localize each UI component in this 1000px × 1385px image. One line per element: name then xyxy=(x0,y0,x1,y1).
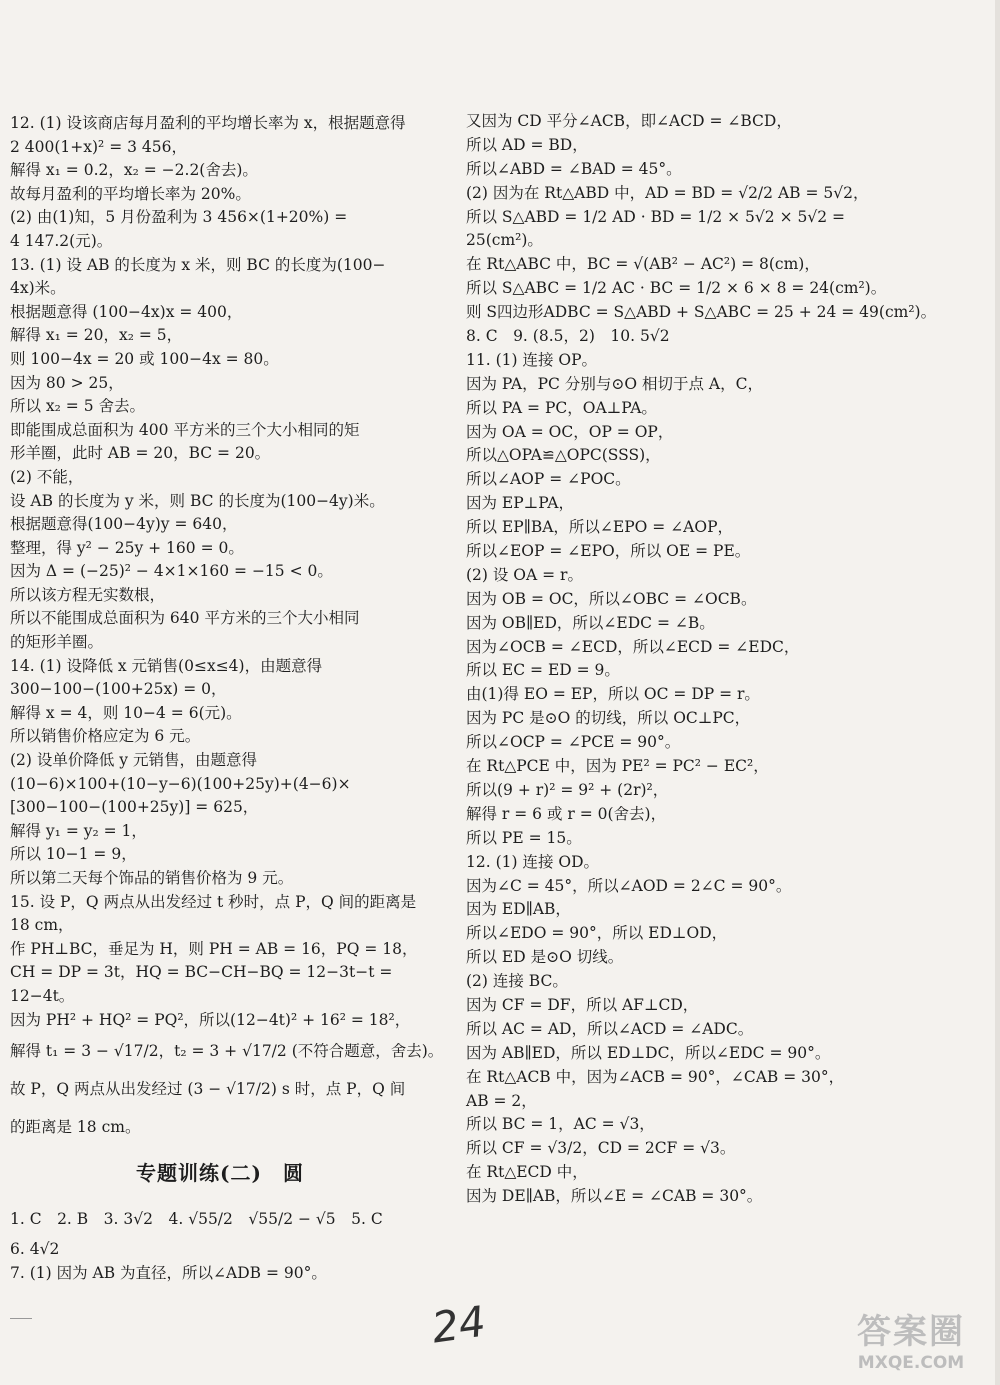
fraction-line: 解得 t₁ = 3 − √17/2，t₂ = 3 + √17/2 (不符合题意，舍去)。 xyxy=(10,1042,444,1061)
text-line: 因为∠OCB = ∠ECD，所以∠ECD = ∠EDC， xyxy=(466,637,800,656)
text-line: 在 Rt△ABC 中，BC = √(AB² − AC²) = 8(cm)， xyxy=(466,255,820,274)
text-line: 所以 EC = ED = 9。 xyxy=(466,661,620,680)
watermark-logo: 答案圈 xyxy=(857,1312,965,1352)
text-line: AB = 2， xyxy=(466,1091,537,1110)
margin-mark xyxy=(10,1318,32,1319)
text-line: 解得 r = 6 或 r = 0(舍去)， xyxy=(466,804,667,823)
text-line: 整理，得 y² − 25y + 160 = 0。 xyxy=(10,538,244,557)
text-line: 作 PH⊥BC，垂足为 H，则 PH = AB = 16，PQ = 18， xyxy=(10,939,418,958)
text-line: 的矩形羊圈。 xyxy=(10,633,104,652)
text-line: 所以∠AOP = ∠POC。 xyxy=(466,470,631,489)
text-line: 则 100−4x = 20 或 100−4x = 80。 xyxy=(10,349,279,368)
text-line: 所以 BC = 1，AC = √3， xyxy=(466,1115,655,1134)
text-line: 所以(9 + r)² = 9² + (2r)²， xyxy=(466,780,669,799)
text-line: 所以 PA = PC，OA⊥PA。 xyxy=(466,398,657,417)
text-line: 因为 PA，PC 分别与⊙O 相切于点 A，C， xyxy=(466,374,763,393)
text-line: 所以销售价格应定为 6 元。 xyxy=(10,727,201,746)
text-line: (2) 设 OA = r。 xyxy=(466,565,583,584)
fraction-line: 所以 S△ABD = 1/2 AD · BD = 1/2 × 5√2 × 5√2 = xyxy=(466,207,845,226)
right-column xyxy=(466,110,937,1209)
fraction-line: 所以 S△ABC = 1/2 AC · BC = 1/2 × 6 × 8 = 24(cm²)。 xyxy=(466,279,887,298)
text-line: CH = DP = 3t，HQ = BC−CH−BQ = 12−3t−t = xyxy=(10,963,393,982)
watermark-site: MXQE.COM xyxy=(857,1353,965,1373)
text-line: 所以第二天每个饰品的销售价格为 9 元。 xyxy=(10,869,294,887)
text-line: 在 Rt△ECD 中， xyxy=(466,1163,588,1182)
fraction-line: (2) 因为在 Rt△ABD 中，AD = BD = √2/2 AB = 5√2， xyxy=(466,183,869,202)
text-line: 所以 ED 是⊙O 切线。 xyxy=(466,948,624,967)
text-line: 因为 CF = DF，所以 AF⊥CD， xyxy=(466,995,699,1014)
text-line: 12. (1) 连接 OD。 xyxy=(466,852,600,871)
text-line: (2) 由(1)知，5 月份盈利为 3 456×(1+20%) = xyxy=(10,208,348,227)
text-line: 18 cm， xyxy=(10,916,74,935)
text-line: 因为 DE∥AB，所以∠E = ∠CAB = 30°。 xyxy=(466,1187,763,1206)
text-line: 4x)米。 xyxy=(10,279,66,298)
text-line: (2) 设单价降低 y 元销售，由题意得 xyxy=(10,751,257,770)
text-line: 因为 OA = OC，OP = OP， xyxy=(466,422,674,441)
text-line: 因为 PC 是⊙O 的切线，所以 OC⊥PC， xyxy=(466,709,751,728)
section-answers xyxy=(10,1200,430,1285)
text-line: 15. 设 P，Q 两点从出发经过 t 秒时，点 P，Q 间的距离是 xyxy=(10,892,417,911)
text-line: 因为 OB = OC，所以∠OBC = ∠OCB。 xyxy=(466,589,757,608)
text-line: 所以 AD = BD， xyxy=(466,135,588,154)
fraction-line: 所以 CF = √3/2，CD = 2CF = √3。 xyxy=(466,1139,736,1158)
text-line: 14. (1) 设降低 x 元销售(0≤x≤4)，由题意得 xyxy=(10,656,323,675)
text-line: 所以 10−1 = 9， xyxy=(10,845,137,864)
text-line: 故每月盈利的平均增长率为 20%。 xyxy=(10,184,251,203)
text-line: 所以 AC = AD，所以∠ACD = ∠ADC。 xyxy=(466,1019,754,1038)
text-line: 因为 80 > 25， xyxy=(10,373,124,392)
text-line: 所以∠EDO = 90°，所以 ED⊥OD， xyxy=(466,924,728,943)
text-line: 12. (1) 设该商店每月盈利的平均增长率为 x，根据题意得 xyxy=(10,114,406,132)
text-line: 12−4t。 xyxy=(10,986,75,1005)
text-line: 25(cm²)。 xyxy=(466,231,543,250)
text-line: 的距离是 18 cm。 xyxy=(10,1118,141,1137)
left-answer-block xyxy=(10,112,444,1146)
text-line: 所以∠ABD = ∠BAD = 45°。 xyxy=(466,159,682,178)
text-line: (10−6)×100+(10−y−6)(100+25y)+(4−6)× xyxy=(10,774,351,793)
text-line: 解得 y₁ = y₂ = 1， xyxy=(10,821,147,840)
text-line: 因为 Δ = (−25)² − 4×1×160 = −15 < 0。 xyxy=(10,562,333,581)
page-edge-shadow xyxy=(995,0,1000,1385)
text-line: 即能围成总面积为 400 平方米的三个大小相同的矩 xyxy=(10,420,360,439)
text-line: 解得 x₁ = 20，x₂ = 5， xyxy=(10,326,183,345)
text-line: (2) 连接 BC。 xyxy=(466,972,568,991)
text-line: 所以 PE = 15。 xyxy=(466,828,582,847)
text-line: 形羊圈，此时 AB = 20，BC = 20。 xyxy=(10,444,271,463)
text-line: 所以∠OCP = ∠PCE = 90°。 xyxy=(466,733,681,752)
text-line: 由(1)得 EO = EP，所以 OC = DP = r。 xyxy=(466,685,760,704)
text-line: 根据题意得(100−4y)y = 640， xyxy=(10,515,238,534)
answer-line: 7. (1) 因为 AB 为直径，所以∠ADB = 90°。 xyxy=(10,1263,327,1282)
answer-line: 1. C 2. B 3. 3√2 4. √55/2 √55/2 − √5 5. C xyxy=(10,1210,383,1229)
watermark xyxy=(836,1304,986,1373)
section-title: 专题训练(二) 圆 xyxy=(136,1161,304,1186)
text-line: 解得 x = 4，则 10−4 = 6(元)。 xyxy=(10,703,242,722)
text-line: 又因为 CD 平分∠ACB，即∠ACD = ∠BCD， xyxy=(466,112,792,130)
text-line: 13. (1) 设 AB 的长度为 x 米，则 BC 的长度为(100− xyxy=(10,255,386,274)
text-line: 则 S四边形ADBC = S△ABD + S△ABC = 25 + 24 = 49(cm²)。 xyxy=(466,303,937,322)
text-line: 在 Rt△ACB 中，因为∠ACB = 90°，∠CAB = 30°， xyxy=(466,1067,845,1086)
text-line: 因为 PH² + HQ² = PQ²，所以(12−4t)² + 16² = 18²， xyxy=(10,1010,411,1029)
text-line: 所以不能围成总面积为 640 平方米的三个大小相同 xyxy=(10,609,360,628)
answer-line: 8. C 9. (8.5，2) 10. 5√2 xyxy=(466,327,670,346)
text-line: 所以∠EOP = ∠EPO，所以 OE = PE。 xyxy=(466,542,751,561)
text-line: 4 147.2(元)。 xyxy=(10,231,113,250)
text-line: 所以 EP∥BA，所以∠EPO = ∠AOP， xyxy=(466,518,734,537)
answer-line: 6. 4√2 xyxy=(10,1240,60,1259)
fraction-line: 故 P，Q 两点从出发经过 (3 − √17/2) s 时，点 P，Q 间 xyxy=(10,1080,406,1099)
text-line: 因为 ED∥AB， xyxy=(466,900,571,919)
text-line: 所以该方程无实数根， xyxy=(10,585,166,604)
text-line: 2 400(1+x)² = 3 456， xyxy=(10,137,187,156)
text-line: 因为 OB∥ED，所以∠EDC = ∠B。 xyxy=(466,613,715,632)
text-line: (2) 不能， xyxy=(10,467,84,486)
text-line: 11. (1) 连接 OP。 xyxy=(466,350,598,369)
text-line: 所以△OPA≌△OPC(SSS)， xyxy=(466,446,661,465)
page-number: 24 xyxy=(428,1296,489,1353)
text-line: 解得 x₁ = 0.2，x₂ = −2.2(舍去)。 xyxy=(10,161,258,180)
text-line: 根据题意得 (100−4x)x = 400， xyxy=(10,302,243,321)
text-line: 所以 x₂ = 5 舍去。 xyxy=(10,397,146,416)
text-line: 300−100−(100+25x) = 0， xyxy=(10,680,227,699)
left-column xyxy=(10,112,444,1285)
text-line: 在 Rt△PCE 中，因为 PE² = PC² − EC²， xyxy=(466,757,769,776)
text-line: [300−100−(100+25y)] = 625， xyxy=(10,798,259,817)
text-line: 因为 EP⊥PA， xyxy=(466,494,574,513)
text-line: 设 AB 的长度为 y 米，则 BC 的长度为(100−4y)米。 xyxy=(10,491,385,510)
text-line: 因为 AB∥ED，所以 ED⊥DC，所以∠EDC = 90°。 xyxy=(466,1043,831,1062)
text-line: 因为∠C = 45°，所以∠AOD = 2∠C = 90°。 xyxy=(466,876,792,895)
